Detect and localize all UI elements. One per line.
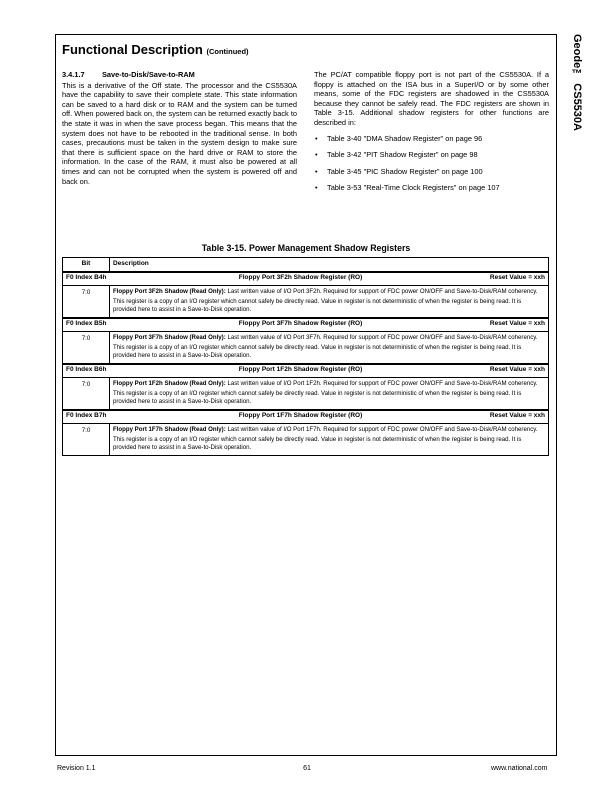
bit-range: 7:0	[63, 332, 110, 365]
register-reset-value: Reset Value = xxh	[489, 412, 545, 419]
register-index: F0 Index B7h	[66, 412, 107, 419]
field-note: This register is a copy of an I/O register which cannot safely be directly read. Value in register is not deterministic of when the register is being read. It is provided here to assist in a Save-to-Disk operation.	[113, 298, 522, 313]
register-bit-row	[63, 424, 549, 456]
side-product-title: Geode™ CS5530A	[571, 34, 583, 131]
bit-description	[110, 332, 549, 365]
register-bit-row	[63, 378, 549, 411]
field-name: Floppy Port 3F2h Shadow (Read Only):	[113, 288, 226, 295]
floppy-port-paragraph: The PC/AT compatible floppy port is not part of the CS5530A. If a floppy is attached on the ISA bus in a SuperI/O or by some other means, some of the FDC registers are shadowed in the CS5530A because they cannot be safely read. The FDC registers are shown in Table 3-15. Additional shadow registers for other functions are described in:	[314, 70, 549, 127]
register-name: Floppy Port 3F7h Shadow Register (RO)	[238, 320, 363, 327]
reference-item: • Table 3-40 "DMA Shadow Register" on page 96	[314, 134, 549, 144]
register-header-row	[63, 364, 549, 378]
field-description: Last written value of I/O Port 3F2h. Required for support of FDC power ON/OFF and Save-to-Disk/RAM coherency.	[227, 288, 538, 295]
bit-range: 7:0	[63, 424, 110, 456]
register-header-row	[63, 410, 549, 424]
bit-description	[110, 424, 549, 456]
reference-item: • Table 3-42 "PIT Shadow Register" on page 98	[314, 150, 549, 160]
footer-page-number: 61	[303, 765, 311, 772]
bit-column-header: Bit	[63, 258, 110, 273]
field-note: This register is a copy of an I/O register which cannot safely be directly read. Value in register is not deterministic of when the register is being read. It is provided here to assist in a Save-to-Disk operation.	[113, 436, 522, 451]
footer-revision: Revision 1.1	[57, 765, 96, 772]
register-reset-value: Reset Value = xxh	[489, 366, 545, 373]
register-name: Floppy Port 1F2h Shadow Register (RO)	[238, 366, 363, 373]
register-header-row	[63, 272, 549, 286]
shadow-register-reference-list	[314, 134, 549, 193]
register-name: Floppy Port 1F7h Shadow Register (RO)	[238, 412, 363, 419]
page-title-text: Functional Description	[62, 42, 203, 57]
field-note: This register is a copy of an I/O register which cannot safely be directly read. Value in register is not deterministic of when the register is being read. It is provided here to assist in a Save-to-Disk operation.	[113, 344, 522, 359]
continued-label: (Continued)	[206, 47, 249, 56]
table-header-row	[63, 258, 549, 273]
section-heading	[62, 70, 297, 80]
shadow-register-table	[62, 257, 549, 456]
footer-website: www.national.com	[491, 765, 548, 772]
field-description: Last written value of I/O Port 3F7h. Required for support of FDC power ON/OFF and Save-to-Disk/RAM coherency.	[227, 334, 538, 341]
bit-range: 7:0	[63, 378, 110, 411]
section-title: Save-to-Disk/Save-to-RAM	[102, 70, 195, 79]
register-bit-row	[63, 332, 549, 365]
register-name: Floppy Port 3F2h Shadow Register (RO)	[238, 274, 363, 281]
page-title	[62, 42, 249, 57]
register-index: F0 Index B6h	[66, 366, 107, 373]
field-note: This register is a copy of an I/O register which cannot safely be directly read. Value in register is not deterministic of when the register is being read. It is provided here to assist in a Save-to-Disk operation.	[113, 390, 522, 405]
field-description: Last written value of I/O Port 1F2h. Required for support of FDC power ON/OFF and Save-to-Disk/RAM coherency.	[227, 380, 538, 387]
register-reset-value: Reset Value = xxh	[489, 320, 545, 327]
bit-range: 7:0	[63, 286, 110, 319]
description-column-header: Description	[110, 258, 549, 273]
field-name: Floppy Port 1F7h Shadow (Read Only):	[113, 426, 226, 433]
right-column	[314, 70, 549, 200]
table-caption: Table 3-15. Power Management Shadow Registers	[201, 243, 411, 253]
reference-item: • Table 3-45 "PIC Shadow Register" on page 100	[314, 167, 549, 177]
field-name: Floppy Port 1F2h Shadow (Read Only):	[113, 380, 226, 387]
register-header-row	[63, 318, 549, 332]
field-name: Floppy Port 3F7h Shadow (Read Only):	[113, 334, 226, 341]
register-index: F0 Index B4h	[66, 274, 107, 281]
register-reset-value: Reset Value = xxh	[489, 274, 545, 281]
bit-description	[110, 378, 549, 411]
section-number: 3.4.1.7	[62, 70, 85, 79]
register-index: F0 Index B5h	[66, 320, 107, 327]
section-body: This is a derivative of the Off state. The processor and the CS5530A have the capability to save their complete state. This state information can be saved to a hard disk or to RAM and the system can be turned off. When powered back on, the system can be returned exactly back to the state it was in when the save process began. This means that the system does not have to be rebooted in the traditional sense. In both cases, precautions must be taken in the system design to make sure that there is sufficient space on the hard drive or RAM to store the information. In the case of the RAM, it must also be powered at all times and can not be corrupted when the system is powered off and back on.	[62, 80, 297, 186]
left-column	[62, 70, 297, 186]
field-description: Last written value of I/O Port 1F7h. Required for support of FDC power ON/OFF and Save-to-Disk/RAM coherency.	[227, 426, 538, 433]
register-bit-row	[63, 286, 549, 319]
reference-item: • Table 3-53 "Real-Time Clock Registers" on page 107	[314, 183, 549, 193]
bit-description	[110, 286, 549, 319]
